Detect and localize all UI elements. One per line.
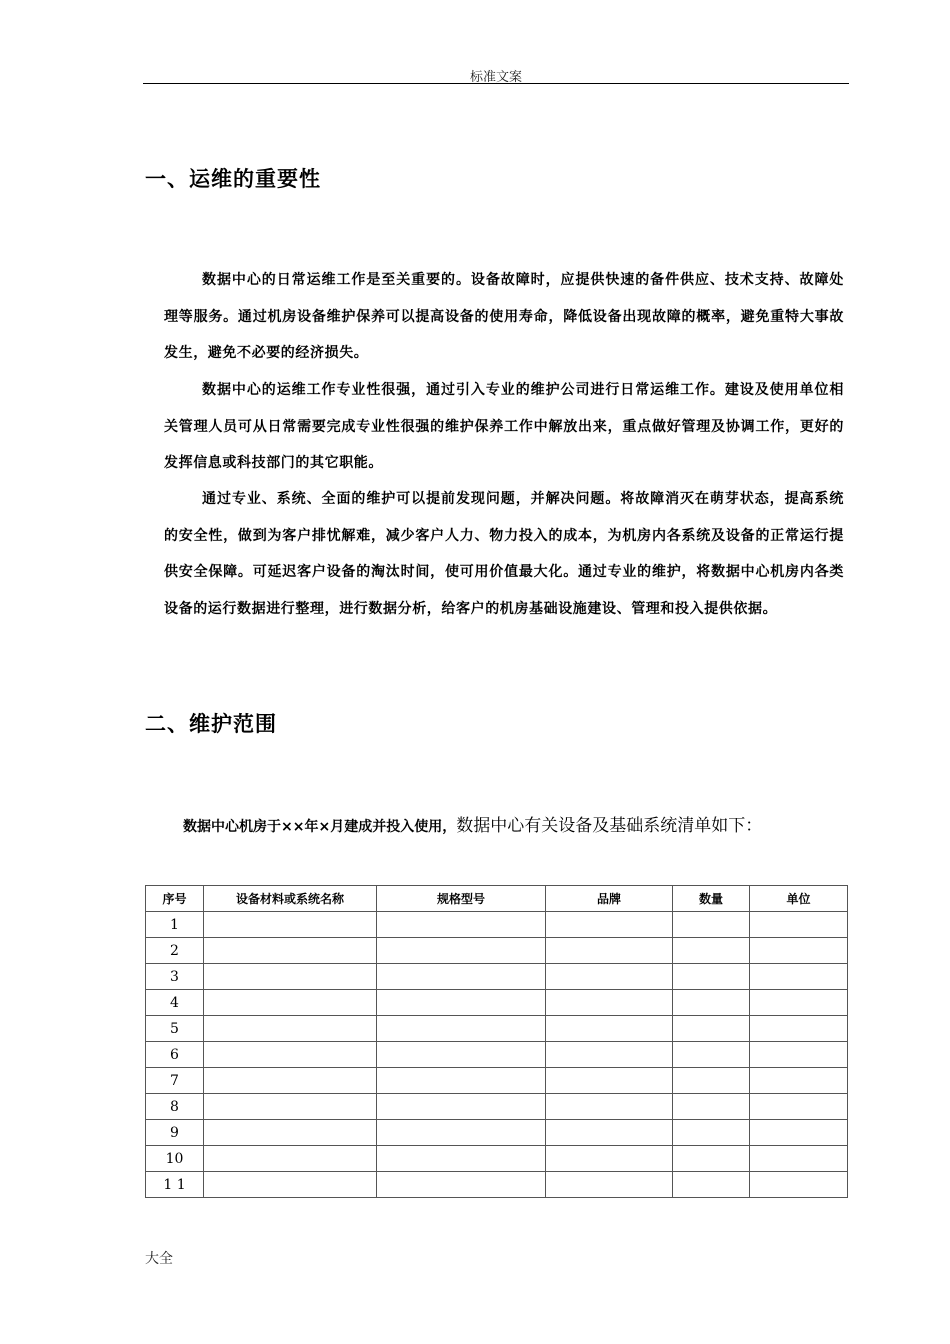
section-heading-importance: 一、运维的重要性 [145, 167, 321, 191]
row-number: 6 [146, 1042, 204, 1068]
scope-intro-rest: 数据中心有关设备及基础系统清单如下： [456, 816, 763, 836]
row-number: 10 [146, 1146, 204, 1172]
table-row [146, 1146, 848, 1172]
paragraph-1: 数据中心的日常运维工作是至关重要的。设备故障时，应提供快速的备件供应、技术支持、故障处理等服务。通过机房设备维护保养可以提高设备的使用寿命，降低设备出现故障的概率，避免重特大事故发生，避免不必要的经济损失。 [164, 272, 844, 361]
row-number: 8 [146, 1094, 204, 1120]
table-row [146, 964, 848, 990]
equipment-table [145, 885, 848, 1198]
scope-intro [145, 808, 845, 846]
table-row [146, 1120, 848, 1146]
table-row [146, 1094, 848, 1120]
scope-intro-bold: 数据中心机房于××年×月建成并投入使用， [183, 819, 457, 835]
table-row [146, 1172, 848, 1198]
header-divider [143, 83, 849, 84]
header-model: 规格型号 [377, 886, 546, 912]
row-number: 2 [146, 938, 204, 964]
header-quantity: 数量 [673, 886, 750, 912]
section-heading-scope: 二、维护范围 [145, 712, 277, 736]
row-number: 7 [146, 1068, 204, 1094]
row-number: 9 [146, 1120, 204, 1146]
table-header-row [146, 886, 848, 912]
table-row [146, 1042, 848, 1068]
row-number: 5 [146, 1016, 204, 1042]
table-row [146, 938, 848, 964]
page-header-title: 标准文案 [469, 70, 522, 85]
paragraph-2: 数据中心的运维工作专业性很强，通过引入专业的维护公司进行日常运维工作。建设及使用单位相关管理人员可从日常需要完成专业性很强的维护保养工作中解放出来，重点做好管理及协调工作，更好的发挥信息或科技部门的其它职能。 [164, 382, 844, 471]
table-row [146, 912, 848, 938]
row-number: 1 1 [146, 1172, 204, 1198]
header-name: 设备材料或系统名称 [204, 886, 377, 912]
header-seq: 序号 [146, 886, 204, 912]
table-row [146, 990, 848, 1016]
row-number: 3 [146, 964, 204, 990]
page-footer: 大全 [145, 1251, 173, 1267]
header-unit: 单位 [750, 886, 848, 912]
table-row [146, 1068, 848, 1094]
header-brand: 品牌 [546, 886, 673, 912]
row-number: 4 [146, 990, 204, 1016]
paragraph-3: 通过专业、系统、全面的维护可以提前发现问题，并解决问题。将故障消灭在萌芽状态，提高系统的安全性，做到为客户排忧解难，减少客户人力、物力投入的成本，为机房内各系统及设备的正常运行提供安全保障。可延迟客户设备的淘汰时间，使可用价值最大化。通过专业的维护，将数据中心机房内各类设备的运行数据进行整理，进行数据分析，给客户的机房基础设施建设、管理和投入提供依据。 [164, 491, 844, 617]
row-number: 1 [146, 912, 204, 938]
table-row [146, 1016, 848, 1042]
